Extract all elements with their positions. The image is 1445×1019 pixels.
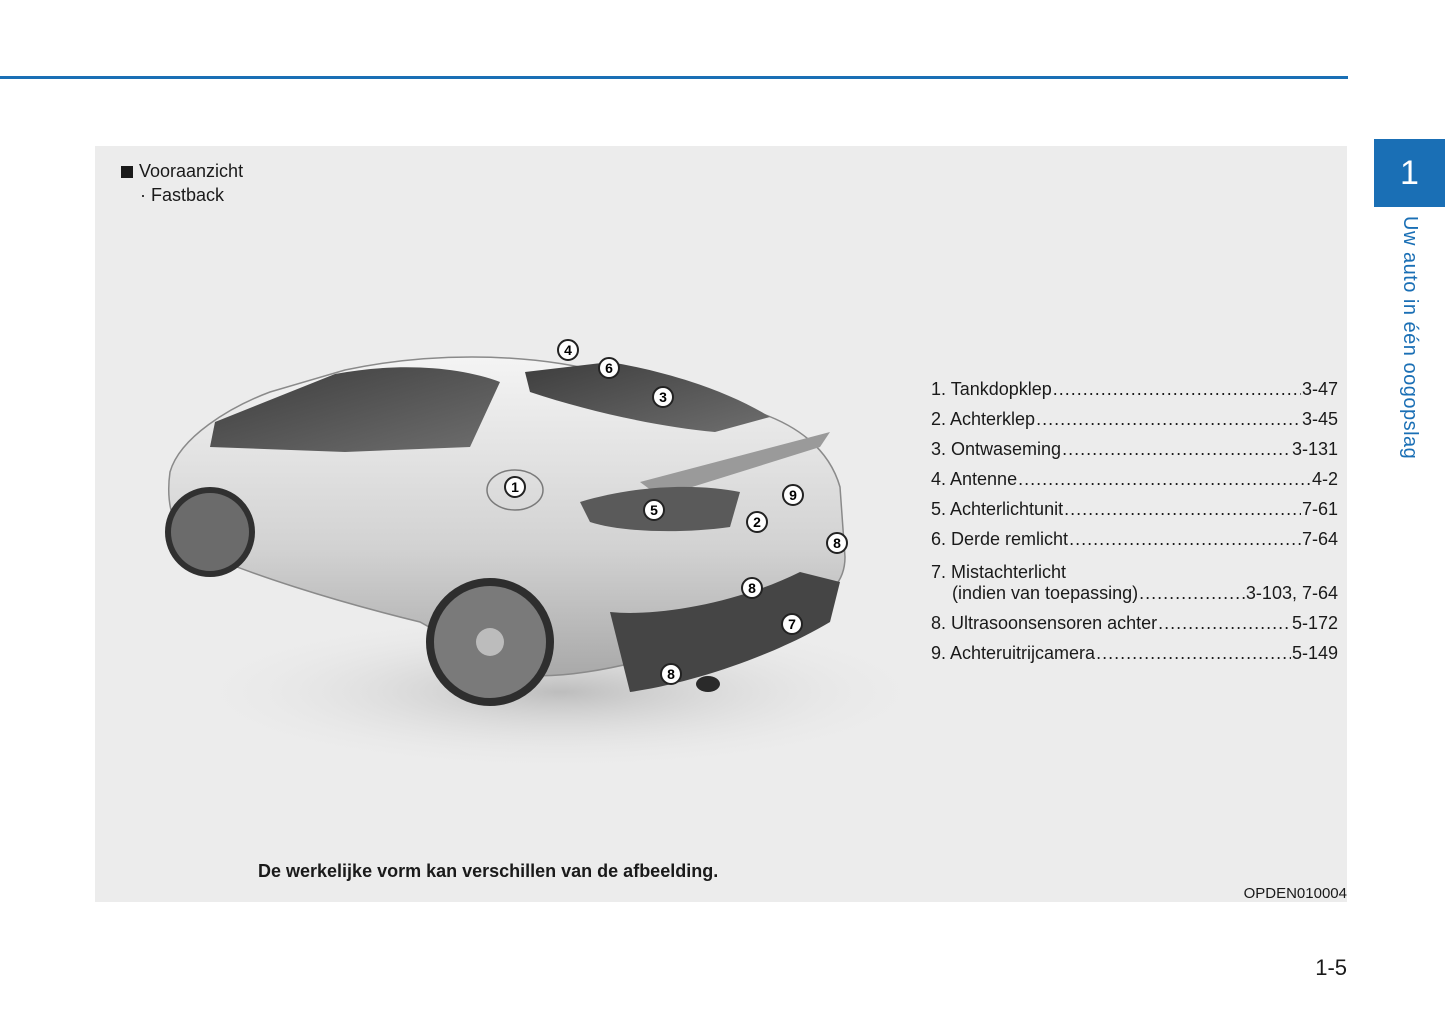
callout-4 — [558, 340, 578, 360]
chapter-title: Uw auto in één oogopslag — [1399, 216, 1421, 460]
legend-item: 4. Antenne ..... 4-2 — [931, 460, 1338, 490]
legend-item: 1. Tankdopklep ..... 3-47 — [931, 370, 1338, 400]
legend-item: 9. Achteruitrijcamera ..... 5-149 — [931, 634, 1338, 664]
svg-text:8: 8 — [833, 535, 841, 551]
svg-text:9: 9 — [789, 487, 797, 503]
callout-6 — [599, 358, 619, 378]
legend-item: 2. Achterklep ..... 3-45 — [931, 400, 1338, 430]
car-rear-illustration — [140, 222, 900, 842]
image-code: OPDEN010004 — [1243, 885, 1347, 902]
page-number: 1-5 — [1315, 955, 1347, 980]
svg-text:2: 2 — [753, 514, 761, 530]
callout-8-left — [661, 664, 681, 684]
svg-text:6: 6 — [605, 360, 613, 376]
callout-8-center — [742, 578, 762, 598]
callout-8-right — [827, 533, 847, 553]
legend-item: 7. Mistachterlicht (indien van toepassing) ..... 3-103, 7-64 — [931, 550, 1338, 604]
svg-text:4: 4 — [564, 342, 572, 358]
svg-text:8: 8 — [748, 580, 756, 596]
front-wheel — [168, 490, 252, 574]
section-subtitle: · Fastback — [140, 185, 225, 205]
svg-text:3: 3 — [659, 389, 667, 405]
section-title-text: Vooraanzicht — [139, 161, 244, 181]
side-windows — [210, 367, 500, 452]
svg-text:8: 8 — [667, 666, 675, 682]
square-bullet-icon — [121, 166, 133, 178]
legend-item: 8. Ultrasoonsensoren achter ..... 5-172 — [931, 604, 1338, 634]
legend-item: 3. Ontwaseming ..... 3-131 — [931, 430, 1338, 460]
callout-7 — [782, 614, 802, 634]
callout-9 — [783, 485, 803, 505]
callout-1 — [505, 477, 525, 497]
legend-item: 6. Derde remlicht ..... 7-64 — [931, 520, 1338, 550]
exhaust-pipe — [696, 676, 720, 692]
svg-text:1: 1 — [511, 479, 519, 495]
callout-5 — [644, 500, 664, 520]
svg-text:5: 5 — [650, 502, 658, 518]
header-rule — [0, 76, 1348, 79]
chapter-number-tab[interactable]: 1 — [1374, 139, 1445, 207]
component-legend — [931, 370, 1338, 664]
callout-2 — [747, 512, 767, 532]
svg-text:7: 7 — [788, 616, 796, 632]
callout-3 — [653, 387, 673, 407]
figure-caption: De werkelijke vorm kan verschillen van de afbeelding. — [258, 861, 719, 881]
legend-item: 5. Achterlichtunit ..... 7-61 — [931, 490, 1338, 520]
section-title — [121, 161, 243, 182]
